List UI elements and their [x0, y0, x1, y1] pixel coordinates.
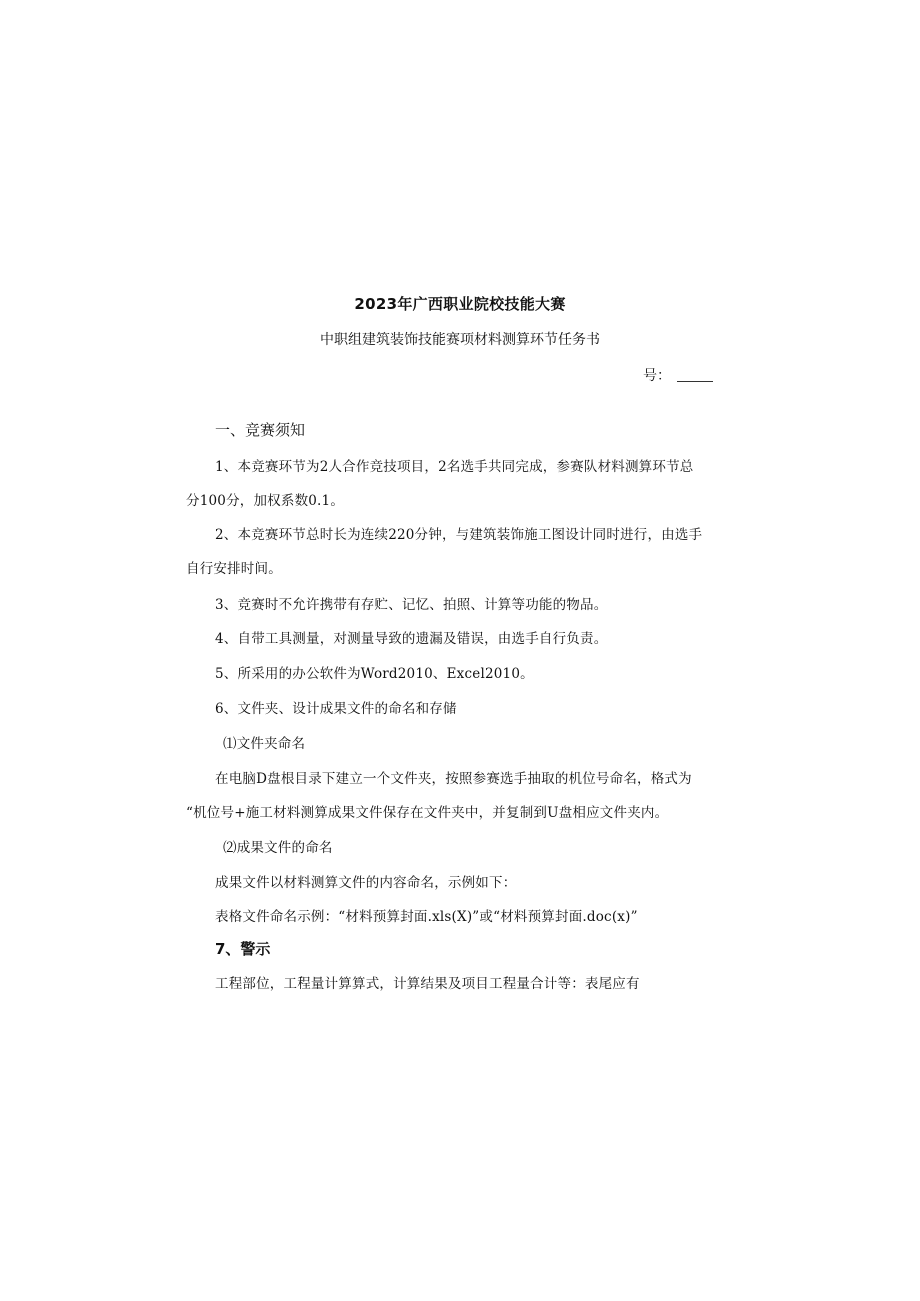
paragraph-line: 分100分，加权系数0.1。	[186, 493, 345, 509]
document-title: 2023年广西职业院校技能大赛	[354, 295, 566, 313]
paragraph-line: 自行安排时间。	[186, 561, 282, 577]
paragraph-line: 1、本竞赛环节为2人合作竞技项目，2名选手共同完成，参赛队材料测算环节总	[215, 459, 694, 475]
paragraph-line: 3、竞赛时不允许携带有存贮、记忆、拍照、计算等功能的物品。	[215, 597, 608, 613]
paragraph-line: 5、所采用的办公软件为Word2010、Excel2010。	[215, 666, 534, 682]
paragraph-line: 4、自带工具测量，对测量导致的遗漏及错误，由选手自行负责。	[215, 631, 608, 647]
paragraph-line: 2、本竞赛环节总时长为连续220分钟，与建筑装饰施工图设计同时进行，由选手	[215, 527, 703, 543]
number-field	[643, 365, 713, 385]
subsection-title: ⑴文件夹命名	[223, 736, 306, 752]
paragraph-line: 表格文件命名示例：“材料预算封面.xls(X)”或“材料预算封面.doc(x)”	[215, 909, 638, 925]
paragraph-line: 成果文件以材料测算文件的内容命名，示例如下：	[215, 875, 517, 891]
document-subtitle: 中职组建筑装饰技能赛项材料测算环节任务书	[320, 332, 600, 348]
paragraph-line: “机位号+施工材料测算成果文件保存在文件夹中，并复制到U盘相应文件夹内。	[186, 805, 669, 821]
number-label: 号：	[643, 368, 671, 384]
section-heading-7: 7、警示	[215, 940, 271, 958]
number-blank	[677, 367, 713, 382]
subsection-title: ⑵成果文件的命名	[223, 840, 333, 856]
paragraph-line: 工程部位，工程量计算算式，计算结果及项目工程量合计等：表尾应有	[215, 976, 640, 992]
paragraph-line: 在电脑D盘根目录下建立一个文件夹，按照参赛选手抽取的机位号命名，格式为	[215, 771, 692, 787]
paragraph-line: 6、文件夹、设计成果文件的命名和存储	[215, 701, 457, 717]
section-heading-1: 一、竞赛须知	[215, 421, 306, 439]
